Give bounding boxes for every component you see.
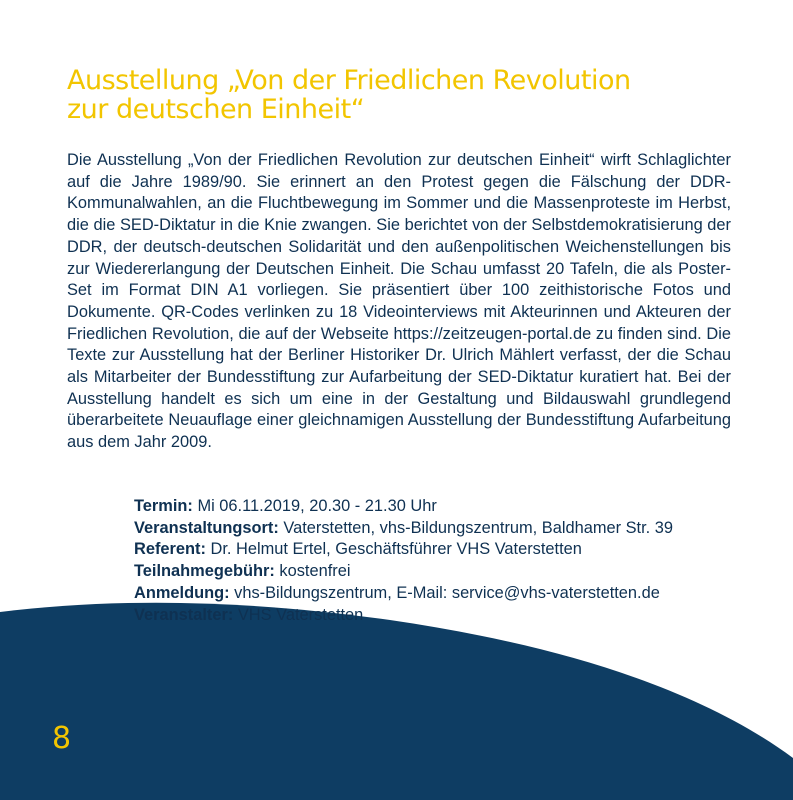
detail-row-date <box>134 496 754 518</box>
detail-value: vhs-Bildungszentrum, E-Mail: service@vhs-vaterstetten.de <box>229 583 660 602</box>
detail-label: Termin: <box>134 497 193 515</box>
detail-label: Referent: <box>134 540 206 559</box>
page-number: 8 <box>52 721 72 756</box>
detail-value: Mi 06.11.2019, 20.30 - 21.30 Uhr <box>192 497 437 515</box>
detail-label: Veranstalter: <box>134 605 234 624</box>
detail-value: VHS Vaterstetten <box>233 605 364 624</box>
detail-value: Dr. Helmut Ertel, Geschäftsführer VHS Vaterstetten <box>205 540 582 559</box>
title-line-2: zur deutschen Einheit“ <box>67 94 365 125</box>
exhibition-description: Die Ausstellung „Von der Friedlichen Revolution zur deutschen Einheit“ wirft Schlaglichter auf die Jahre 1989/90. Sie erinnert an den Protest gegen die Fälschung der DDR-Kommunalwahlen, an die Fluchtbewegung im Sommer und die Massenproteste im Herbst, die die SED-Diktatur in die Knie zwangen. Sie berichtet von der Selbstdemokratisierung der DDR, der deutsch-deutschen Solidarität und den außenpolitischen Weichenstellungen bis zur Wiedererlangung der Deutschen Einheit. Die Schau umfasst 20 Tafeln, die als Poster-Set im Format DIN A1 vorliegen. Sie präsentiert über 100 zeithistorische Fotos und Dokumente. QR-Codes verlinken zu 18 Videointerviews mit Akteurinnen und Akteuren der Friedlichen Revolution, die auf der Webseite https://zeitzeugen-portal.de zu finden sind. Die Texte zur Ausstellung hat der Berliner Historiker Dr. Ulrich Mählert verfasst, der die Schau als Mitarbeiter der Bundesstiftung zur Aufarbeitung der SED-Diktatur kuratiert hat. Bei der Ausstellung handelt es sich um eine in der Gestaltung und Bildauswahl grundlegend überarbeitete Neuauflage einer gleichnamigen Ausstellung der Bundesstiftung Aufarbeitung aus dem Jahr 2009. <box>67 151 731 452</box>
detail-row-venue <box>134 518 754 540</box>
detail-value: kostenfrei <box>274 562 351 581</box>
detail-row-fee <box>134 561 754 583</box>
detail-label: Anmeldung: <box>134 583 230 602</box>
exhibition-title <box>67 66 747 124</box>
detail-row-organizer <box>134 605 754 627</box>
detail-label: Teilnahmegebühr: <box>134 562 275 581</box>
detail-row-speaker <box>134 539 754 561</box>
detail-label: Veranstaltungsort: <box>134 518 279 537</box>
detail-value: Vaterstetten, vhs-Bildungszentrum, Baldhamer Str. 39 <box>278 518 673 537</box>
event-details <box>134 496 754 626</box>
detail-row-registration <box>134 583 754 605</box>
title-line-1: Ausstellung „Von der Friedlichen Revolution <box>67 65 631 96</box>
